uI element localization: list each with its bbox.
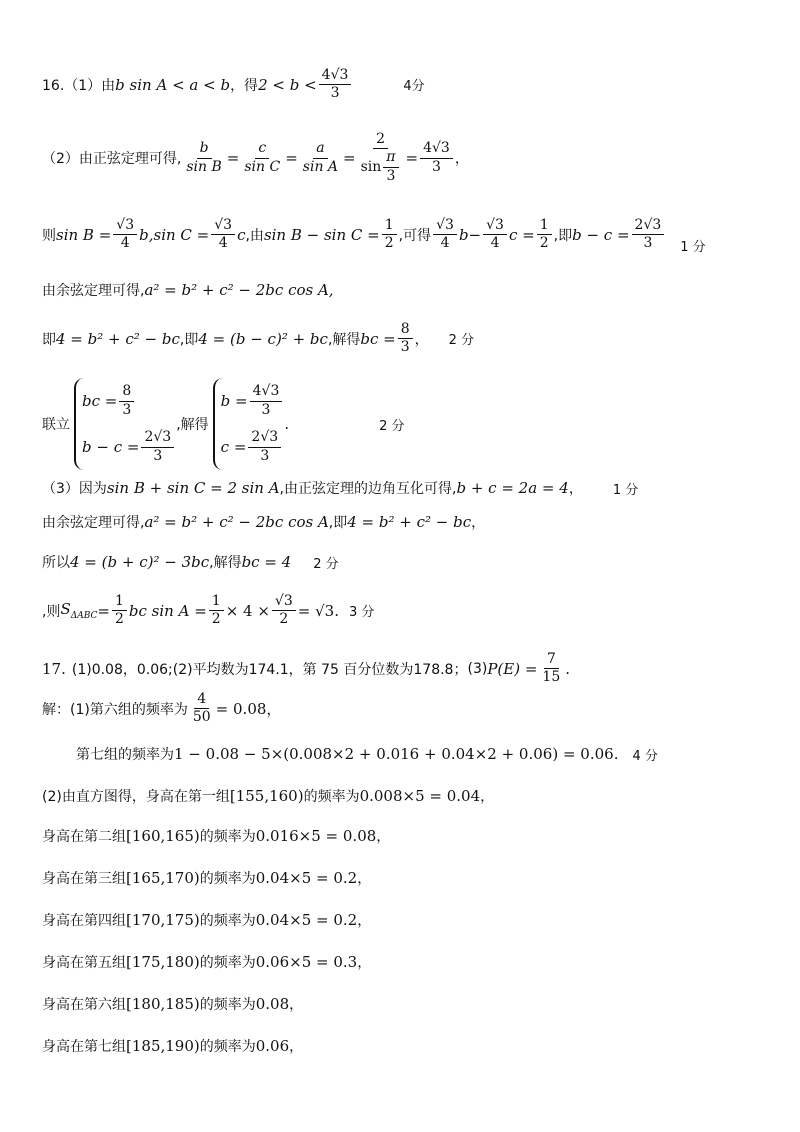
q16-part5 [42, 322, 474, 356]
fraction: $\frac{√3}{4}$ [113, 218, 137, 252]
q16-part7 [42, 478, 638, 498]
fraction: $\frac{2√3}{3}$ [632, 218, 665, 252]
q16-part4 [42, 280, 334, 300]
text: 由余弦定理可得, [42, 515, 145, 531]
text: . [284, 415, 290, 433]
fraction: $\frac{√3}{4}$ [433, 218, 457, 252]
solution-system: b = $\frac{4√3}{3}$ c = $\frac{2√3}{3}$ [213, 378, 285, 470]
score: 1 分 [612, 482, 639, 498]
text: (2)平均数为174.1，第 75 百分位数为178.8； [172, 661, 468, 678]
group-line: 身高在第四组 [170,175) 的频率为 0.04×5 = 0.2 ， [42, 911, 372, 929]
q16-res: 2 < b < [258, 75, 317, 94]
text: . [334, 601, 339, 620]
text: ， [471, 515, 486, 531]
fraction: $\frac{c}{\text{sin C}}$ [244, 140, 281, 175]
group-line: 身高在第五组 [175,180) 的频率为 0.06×5 = 0.3 ， [42, 953, 372, 971]
text: ,即 [179, 331, 199, 348]
fraction: $\frac{1}{2}$ [382, 218, 397, 252]
math: − [468, 225, 482, 244]
text: 由余弦定理可得, [42, 283, 145, 299]
text: (1)0.08，0.06; [71, 661, 173, 678]
math: 1 − 0.08 − 5×(0.008×2 + 0.016 + 0.04×2 + 0.06) = 0.06 [174, 745, 614, 763]
text: ,解得 [176, 417, 209, 433]
text: (3) [467, 660, 488, 677]
group-line: 身高在第七组 [185,190) 的频率为 0.06 ， [42, 1037, 304, 1055]
text: ， [414, 331, 429, 348]
math: bc = [360, 329, 396, 348]
math: ,sin C = [148, 225, 210, 244]
q16-part3 [42, 214, 706, 255]
q16-part6 [42, 378, 405, 470]
math: b [139, 225, 149, 244]
math: 4 = b² + c² − bc [56, 329, 180, 348]
fraction: $\frac{b}{\text{sin B}}$ [186, 140, 222, 175]
score: 3 分 [348, 605, 375, 621]
math: = 0.08， [215, 700, 282, 719]
fraction: 2 sin $\frac{\pi}{3}$ [358, 132, 404, 184]
math: a² = b² + c² − 2bc cos A [144, 513, 329, 531]
math: b − c = [572, 225, 630, 244]
math: = √3 [297, 601, 335, 620]
score: 4分 [403, 79, 425, 95]
math: 4 = (b − c)² + bc [198, 329, 328, 348]
math: P(E) = [487, 659, 538, 678]
q16-part8 [42, 512, 485, 532]
math: b + c = 2a = 4 [456, 479, 569, 497]
math: × 4 × [225, 601, 270, 620]
equation-system: bc = $\frac{8}{3}$ b − c = $\frac{2√3}{3}$ [74, 378, 176, 470]
math: sin B + sin C = 2 sin A [106, 479, 280, 497]
score: 2 分 [448, 333, 475, 349]
score: 2 分 [379, 418, 405, 434]
q16-mid: ，得 [230, 77, 259, 94]
math: 4 = (b + c)² − 3bc [70, 553, 210, 571]
text: ， [454, 151, 469, 168]
text: ,则 [42, 603, 61, 620]
text: 联立 [42, 417, 70, 433]
text: 所以 [42, 555, 70, 571]
math: 4 = b² + c² − bc [347, 513, 472, 531]
fraction: $\frac{7}{15}$ [542, 651, 561, 686]
text: （3）因为 [42, 481, 107, 497]
q16-part2: （2）由正弦定理可得, $\frac{b}{\text{sin B}}$ = $\frac{c}{\text{sin C}}$ = $\frac{a}{\text{sin A}}$ = 2 sin $\frac{\pi}{3}$ = $\frac{4√3}{3}$ ， [42, 131, 469, 184]
fraction: $\frac{8}{3}$ [398, 322, 413, 356]
text: ,由正弦定理的边角互化可得, [279, 481, 457, 497]
text: . [613, 745, 619, 763]
q17-answers [42, 652, 570, 686]
text: ,由 [245, 227, 264, 244]
group-line: (2)由直方图得，身高在第一组 [155,160) 的频率为 0.008×5 = 0.04 ， [42, 787, 495, 805]
fraction: $\frac{1}{2}$ [209, 594, 224, 628]
text: ,可得 [398, 227, 432, 244]
text: ,即 [553, 227, 573, 244]
fraction: $\frac{4√3}{3}$ [420, 141, 453, 175]
q16-head: 16.（1）由 [42, 77, 116, 94]
text: ,即 [328, 515, 348, 531]
group-line: 身高在第六组 [180,185) 的频率为 0.08 ， [42, 995, 304, 1013]
math: bc sin A = [128, 601, 207, 620]
math: a² = b² + c² − 2bc cos A, [144, 281, 334, 299]
q17-sol1-line2 [76, 744, 658, 764]
text: 解：(1)第六组的频率为 [42, 701, 188, 718]
text: （2）由正弦定理可得, [42, 151, 182, 168]
fraction: $\frac{4}{50}$ [192, 691, 211, 726]
math: bc = 4 [241, 553, 292, 571]
area-symbol: $S_{\Delta ABC}$ [60, 600, 98, 622]
text: . [565, 659, 571, 678]
math: = [97, 601, 110, 620]
q16-part10 [42, 594, 374, 628]
fraction: $\frac{√3}{2}$ [272, 594, 296, 628]
group-line: 身高在第三组 [165,170) 的频率为 0.04×5 = 0.2 ， [42, 869, 372, 887]
math: sin B = [56, 225, 112, 244]
fraction: $\frac{1}{2}$ [537, 218, 552, 252]
q16-part1 [42, 68, 425, 102]
q17-sol1 [42, 692, 281, 726]
text: 17. [42, 659, 66, 678]
fraction: $\frac{√3}{4}$ [483, 218, 507, 252]
text: ,解得 [327, 331, 361, 348]
group-line: 身高在第二组 [160,165) 的频率为 0.016×5 = 0.08 ， [42, 827, 391, 845]
score: 4 分 [632, 748, 658, 764]
text: ,解得 [209, 555, 242, 571]
text: 即 [42, 331, 56, 348]
math: b [458, 225, 469, 244]
q16-part9 [42, 552, 339, 572]
fraction: $\frac{1}{2}$ [112, 594, 127, 628]
math: c = [508, 225, 535, 244]
q16-ineq: b sin A < a < b [115, 75, 231, 94]
text: ， [568, 481, 583, 497]
fraction: $\frac{a}{\text{sin A}}$ [302, 140, 339, 175]
text: 则 [42, 227, 56, 244]
fraction: $\frac{√3}{4}$ [211, 218, 235, 252]
score: 2 分 [313, 556, 339, 572]
text: 第七组的频率为 [76, 747, 174, 763]
fraction: $\frac{4√3}{3}$ [319, 68, 352, 102]
math: sin B − sin C = [263, 225, 380, 244]
score: 1 分 [680, 240, 706, 255]
math: c [237, 225, 246, 244]
